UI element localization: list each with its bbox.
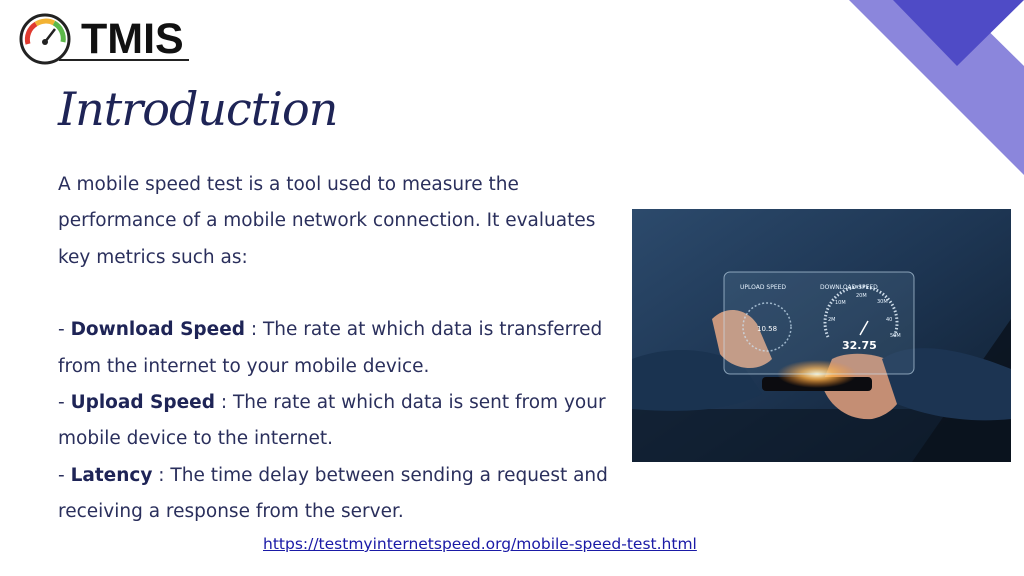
- intro-paragraph: A mobile speed test is a tool used to measure the performance of a mobile network connection. It evaluates key metrics such as:: [58, 174, 596, 268]
- logo-underline: [19, 12, 194, 66]
- tick-label: 2M: [828, 317, 836, 323]
- tick-label: 40: [886, 317, 893, 323]
- logo-text: TMIS: [81, 15, 184, 63]
- tick-label: 20M: [856, 293, 867, 299]
- metric-term: Latency: [70, 464, 153, 486]
- speed-test-link[interactable]: https://testmyinternetspeed.org/mobile-speed-test.html: [263, 535, 697, 553]
- metric-term: Upload Speed: [70, 392, 215, 414]
- tick-label: 30M: [877, 299, 888, 305]
- corner-decoration: [849, 0, 1024, 175]
- tick-label: 10M: [835, 300, 846, 306]
- download-value: 32.75: [842, 339, 877, 352]
- upload-speed-label: UPLOAD SPEED: [740, 284, 787, 291]
- metric-item: - Latency : The time delay between sending a request and receiving a response from the server.: [58, 464, 608, 523]
- upload-value: 10.58: [757, 325, 778, 333]
- tick-label: 50M: [890, 333, 901, 339]
- metric-item: - Download Speed : The rate at which data is transferred from the internet to your mobile device.: [58, 319, 603, 377]
- metric-description: : The rate at which data is transferred from the internet to your mobile device.: [58, 319, 603, 377]
- slide-title: Introduction: [58, 82, 338, 136]
- metric-term: Download Speed: [70, 319, 246, 341]
- tmis-logo: [19, 12, 194, 66]
- metric-item: - Upload Speed : The rate at which data is sent from your mobile device to the internet.: [58, 392, 606, 450]
- slide-body: [58, 167, 630, 531]
- speed-test-photo: [632, 209, 1011, 462]
- download-speed-label: DOWNLOAD SPEED: [820, 284, 878, 291]
- metric-description: : The rate at which data is sent from your mobile device to the internet.: [58, 392, 606, 450]
- metric-description: : The time delay between sending a request and receiving a response from the server.: [58, 464, 608, 523]
